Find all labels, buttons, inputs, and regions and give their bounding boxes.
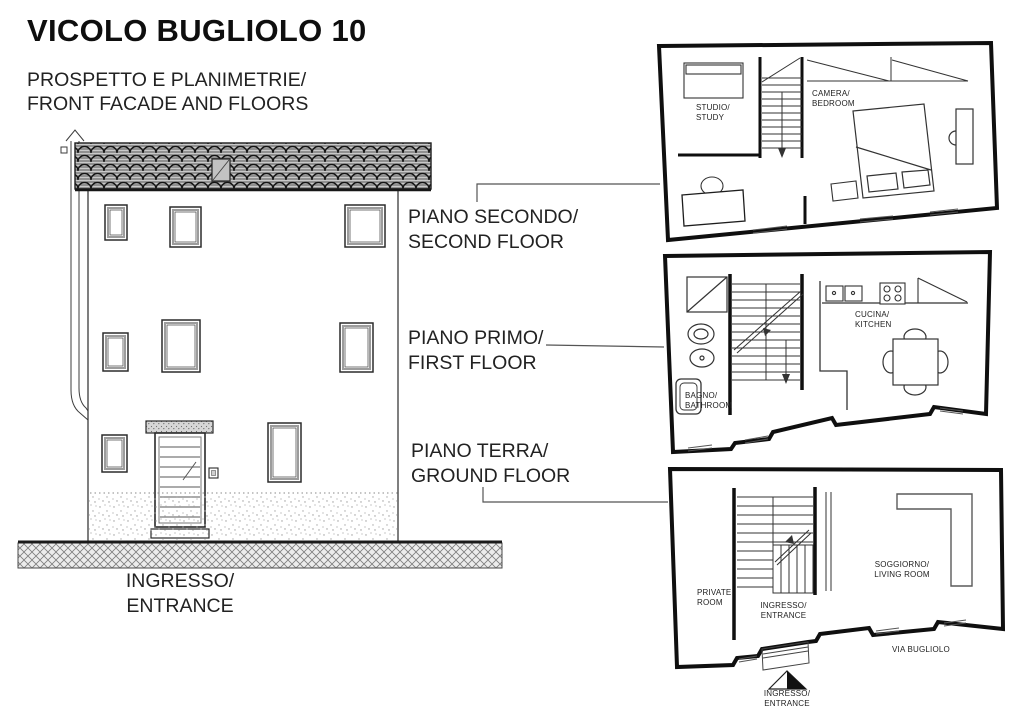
room-label-entrance-hall <box>741 601 826 621</box>
room-label-entrance-hall-en: ENTRANCE <box>760 611 807 620</box>
window-ground-floor-left <box>102 435 127 472</box>
window-second-floor-left <box>105 205 127 240</box>
toilet <box>688 324 714 344</box>
floor-label-ground-en: GROUND FLOOR <box>411 465 571 487</box>
pillow <box>902 170 930 188</box>
window-second-floor-middle <box>170 207 201 247</box>
room-label-studio-it: STUDIO/ <box>696 103 730 112</box>
bidet <box>690 349 714 367</box>
floor-label-second <box>408 205 578 255</box>
room-label-bedroom <box>812 89 855 109</box>
floor-label-first <box>408 326 543 376</box>
dining-table <box>883 329 948 395</box>
leader-line-second-floor <box>477 184 660 202</box>
room-label-private-line2: ROOM <box>697 598 723 607</box>
plan0-outer-wall <box>670 469 1003 667</box>
facade-entrance-line2: ENTRANCE <box>126 595 234 617</box>
desk <box>682 190 745 226</box>
floor-label-second-en: SECOND FLOOR <box>408 231 565 253</box>
room-label-kitchen <box>855 310 892 330</box>
floor-label-ground <box>411 439 570 489</box>
room-label-living-room-it: SOGGIORNO/ <box>874 560 930 569</box>
room-label-bedroom-it: CAMERA/ <box>812 89 850 98</box>
leader-line-first-floor <box>546 345 664 347</box>
bed <box>853 104 934 198</box>
subtitle-line-italian: PROSPETTO E PLANIMETRIE/ <box>27 69 307 91</box>
floor-label-first-it: PIANO PRIMO/ <box>408 327 544 349</box>
second-floor-plan <box>659 43 997 240</box>
room-label-living-room <box>852 560 952 580</box>
nightstand <box>831 181 858 201</box>
first-floor-plan <box>665 252 990 452</box>
entrance-arrow <box>769 671 806 689</box>
pillow <box>867 173 898 192</box>
room-label-bathroom-it: BAGNO/ <box>685 391 718 400</box>
skylight <box>212 159 230 181</box>
room-label-bathroom <box>685 391 732 411</box>
subtitle-line-english: FRONT FACADE AND FLOORS <box>27 93 309 115</box>
room-label-private-room <box>697 588 731 608</box>
stove <box>880 283 905 304</box>
room-label-bathroom-en: BATHROOM <box>685 401 733 410</box>
room-label-private-line1: PRIVATE <box>697 588 732 597</box>
entrance-arrow-label-it: INGRESSO/ <box>763 689 811 698</box>
shower <box>687 277 727 312</box>
doorbell <box>209 468 218 478</box>
door-canopy <box>146 421 213 433</box>
entrance-arrow-label-en: ENTRANCE <box>764 699 810 707</box>
window-first-floor-middle <box>162 320 200 372</box>
room-label-bedroom-en: BEDROOM <box>812 99 855 108</box>
roof-tiles <box>75 143 431 189</box>
room-label-entrance-hall-it: INGRESSO/ <box>760 601 807 610</box>
room-label-living-room-en: LIVING ROOM <box>874 570 930 579</box>
ground-floor-plan <box>670 469 1003 689</box>
window-first-floor-right <box>340 323 373 372</box>
room-label-studio <box>696 103 730 123</box>
roof <box>75 143 431 190</box>
room-label-kitchen-en: KITCHEN <box>855 320 892 329</box>
page-subtitle <box>27 68 308 116</box>
room-label-kitchen-it: CUCINA/ <box>855 310 890 319</box>
facade-entrance-label <box>95 569 265 619</box>
window-second-floor-right <box>345 205 385 247</box>
facade-entrance-line1: INGRESSO/ <box>125 570 235 592</box>
floor-label-ground-it: PIANO TERRA/ <box>411 440 549 462</box>
sidewalk-band <box>18 542 502 568</box>
floor-label-first-en: FIRST FLOOR <box>408 352 537 374</box>
street-label: VIA BUGLIOLO <box>892 645 950 654</box>
window-first-floor-left <box>103 333 128 371</box>
entrance-arrow-label <box>752 689 822 707</box>
plinth-speckle <box>89 494 397 541</box>
study-desk <box>684 63 743 98</box>
floor-label-second-it: PIANO SECONDO/ <box>408 206 579 228</box>
room-label-studio-en: STUDY <box>696 113 725 122</box>
leader-line-ground-floor <box>483 487 668 502</box>
window-ground-floor-right <box>268 423 301 482</box>
page-title: VICOLO BUGLIOLO 10 <box>27 13 367 48</box>
